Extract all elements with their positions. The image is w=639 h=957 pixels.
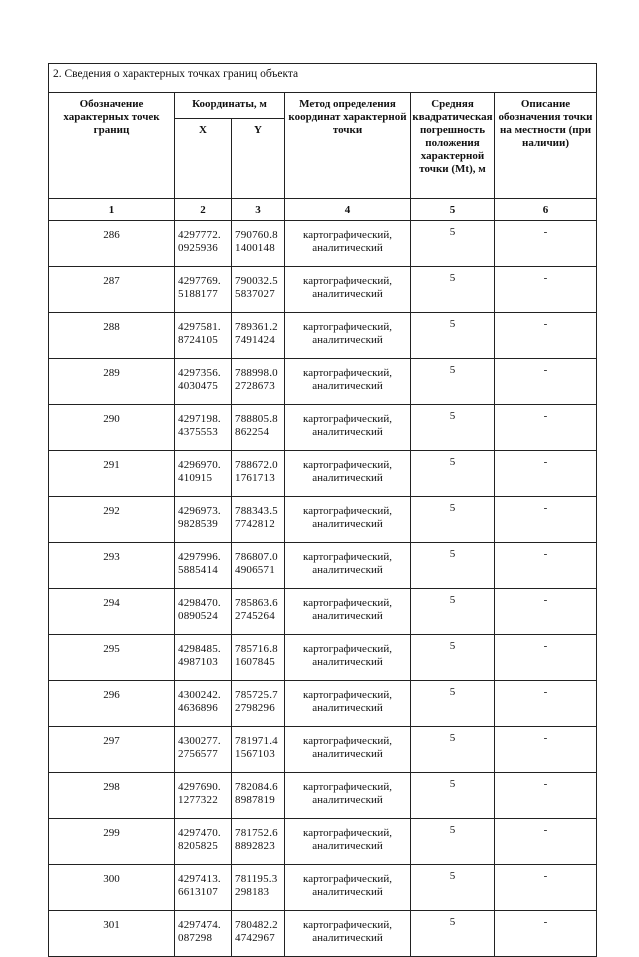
point-id-cell: 294 <box>49 589 175 635</box>
y-coordinate-cell: 788998.0 2728673 <box>232 359 285 405</box>
method-cell: картографический, аналитический <box>285 589 411 635</box>
boundary-points-table <box>48 63 597 957</box>
x-coordinate-cell: 4297581. 8724105 <box>175 313 232 359</box>
x-coordinate-cell: 4297356. 4030475 <box>175 359 232 405</box>
point-id-cell: 295 <box>49 635 175 681</box>
x-coordinate-cell: 4297470. 8205825 <box>175 819 232 865</box>
x-coordinate-cell: 4300277. 2756577 <box>175 727 232 773</box>
x-coordinate-cell: 4300242. 4636896 <box>175 681 232 727</box>
method-cell: картографический, аналитический <box>285 221 411 267</box>
point-id-cell: 300 <box>49 865 175 911</box>
point-id-cell: 299 <box>49 819 175 865</box>
y-coordinate-cell: 781971.4 1567103 <box>232 727 285 773</box>
error-cell: 5 <box>411 405 495 451</box>
column-number: 6 <box>495 199 597 221</box>
description-cell: - <box>495 819 597 865</box>
method-cell: картографический, аналитический <box>285 865 411 911</box>
y-coordinate-cell: 785863.6 2745264 <box>232 589 285 635</box>
method-cell: картографический, аналитический <box>285 819 411 865</box>
description-cell: - <box>495 359 597 405</box>
y-coordinate-cell: 788805.8 862254 <box>232 405 285 451</box>
error-cell: 5 <box>411 313 495 359</box>
error-cell: 5 <box>411 267 495 313</box>
method-cell: картографический, аналитический <box>285 543 411 589</box>
y-coordinate-cell: 786807.0 4906571 <box>232 543 285 589</box>
method-cell: картографический, аналитический <box>285 635 411 681</box>
x-coordinate-cell: 4297996. 5885414 <box>175 543 232 589</box>
header-coordinates: Координаты, м <box>175 93 285 119</box>
table-row <box>49 635 597 681</box>
x-coordinate-cell: 4296970. 410915 <box>175 451 232 497</box>
header-x: X <box>175 119 232 199</box>
y-coordinate-cell: 785716.8 1607845 <box>232 635 285 681</box>
header-method: Метод определения координат характерной точки <box>285 93 411 199</box>
point-id-cell: 288 <box>49 313 175 359</box>
description-cell: - <box>495 865 597 911</box>
method-cell: картографический, аналитический <box>285 681 411 727</box>
point-id-cell: 287 <box>49 267 175 313</box>
point-id-cell: 286 <box>49 221 175 267</box>
description-cell: - <box>495 589 597 635</box>
y-coordinate-cell: 789361.2 7491424 <box>232 313 285 359</box>
description-cell: - <box>495 635 597 681</box>
description-cell: - <box>495 727 597 773</box>
x-coordinate-cell: 4296973. 9828539 <box>175 497 232 543</box>
description-cell: - <box>495 451 597 497</box>
x-coordinate-cell: 4297769. 5188177 <box>175 267 232 313</box>
header-error: Средняя квадратическая погрешность положения характерной точки (Mt), м <box>411 93 495 199</box>
method-cell: картографический, аналитический <box>285 497 411 543</box>
x-coordinate-cell: 4298485. 4987103 <box>175 635 232 681</box>
description-cell: - <box>495 267 597 313</box>
table-row <box>49 267 597 313</box>
table-row <box>49 773 597 819</box>
method-cell: картографический, аналитический <box>285 359 411 405</box>
description-cell: - <box>495 911 597 957</box>
x-coordinate-cell: 4297413. 6613107 <box>175 865 232 911</box>
error-cell: 5 <box>411 451 495 497</box>
error-cell: 5 <box>411 865 495 911</box>
error-cell: 5 <box>411 773 495 819</box>
point-id-cell: 298 <box>49 773 175 819</box>
table-row <box>49 589 597 635</box>
x-coordinate-cell: 4298470. 0890524 <box>175 589 232 635</box>
error-cell: 5 <box>411 635 495 681</box>
method-cell: картографический, аналитический <box>285 405 411 451</box>
y-coordinate-cell: 790032.5 5837027 <box>232 267 285 313</box>
error-cell: 5 <box>411 543 495 589</box>
table-row <box>49 681 597 727</box>
column-number: 1 <box>49 199 175 221</box>
description-cell: - <box>495 497 597 543</box>
point-id-cell: 291 <box>49 451 175 497</box>
error-cell: 5 <box>411 589 495 635</box>
point-id-cell: 289 <box>49 359 175 405</box>
table-row <box>49 497 597 543</box>
column-number: 3 <box>232 199 285 221</box>
y-coordinate-cell: 788672.0 1761713 <box>232 451 285 497</box>
table-row <box>49 313 597 359</box>
description-cell: - <box>495 313 597 359</box>
x-coordinate-cell: 4297772. 0925936 <box>175 221 232 267</box>
y-coordinate-cell: 781752.6 8892823 <box>232 819 285 865</box>
section-title: 2. Сведения о характерных точках границ объекта <box>49 64 597 93</box>
error-cell: 5 <box>411 681 495 727</box>
description-cell: - <box>495 773 597 819</box>
table-row <box>49 221 597 267</box>
method-cell: картографический, аналитический <box>285 451 411 497</box>
y-coordinate-cell: 781195.3 298183 <box>232 865 285 911</box>
point-id-cell: 301 <box>49 911 175 957</box>
column-number: 5 <box>411 199 495 221</box>
y-coordinate-cell: 780482.2 4742967 <box>232 911 285 957</box>
description-cell: - <box>495 543 597 589</box>
table-row <box>49 727 597 773</box>
error-cell: 5 <box>411 221 495 267</box>
table-row <box>49 359 597 405</box>
method-cell: картографический, аналитический <box>285 267 411 313</box>
header-description: Описание обозначения точки на местности (при наличии) <box>495 93 597 199</box>
point-id-cell: 297 <box>49 727 175 773</box>
error-cell: 5 <box>411 497 495 543</box>
table-row <box>49 911 597 957</box>
method-cell: картографический, аналитический <box>285 911 411 957</box>
method-cell: картографический, аналитический <box>285 727 411 773</box>
y-coordinate-cell: 788343.5 7742812 <box>232 497 285 543</box>
method-cell: картографический, аналитический <box>285 313 411 359</box>
x-coordinate-cell: 4297690. 1277322 <box>175 773 232 819</box>
table-row <box>49 451 597 497</box>
table-row <box>49 865 597 911</box>
boundary-points-document <box>48 63 596 957</box>
method-cell: картографический, аналитический <box>285 773 411 819</box>
point-id-cell: 293 <box>49 543 175 589</box>
table-row <box>49 405 597 451</box>
header-y: Y <box>232 119 285 199</box>
y-coordinate-cell: 782084.6 8987819 <box>232 773 285 819</box>
error-cell: 5 <box>411 911 495 957</box>
error-cell: 5 <box>411 727 495 773</box>
point-id-cell: 296 <box>49 681 175 727</box>
header-point-designation: Обозначение характерных точек границ <box>49 93 175 199</box>
table-row <box>49 543 597 589</box>
table-row <box>49 819 597 865</box>
column-number-row <box>49 199 597 221</box>
error-cell: 5 <box>411 819 495 865</box>
error-cell: 5 <box>411 359 495 405</box>
description-cell: - <box>495 221 597 267</box>
column-number: 4 <box>285 199 411 221</box>
point-id-cell: 290 <box>49 405 175 451</box>
point-id-cell: 292 <box>49 497 175 543</box>
x-coordinate-cell: 4297198. 4375553 <box>175 405 232 451</box>
y-coordinate-cell: 785725.7 2798296 <box>232 681 285 727</box>
y-coordinate-cell: 790760.8 1400148 <box>232 221 285 267</box>
x-coordinate-cell: 4297474. 087298 <box>175 911 232 957</box>
column-number: 2 <box>175 199 232 221</box>
description-cell: - <box>495 405 597 451</box>
description-cell: - <box>495 681 597 727</box>
